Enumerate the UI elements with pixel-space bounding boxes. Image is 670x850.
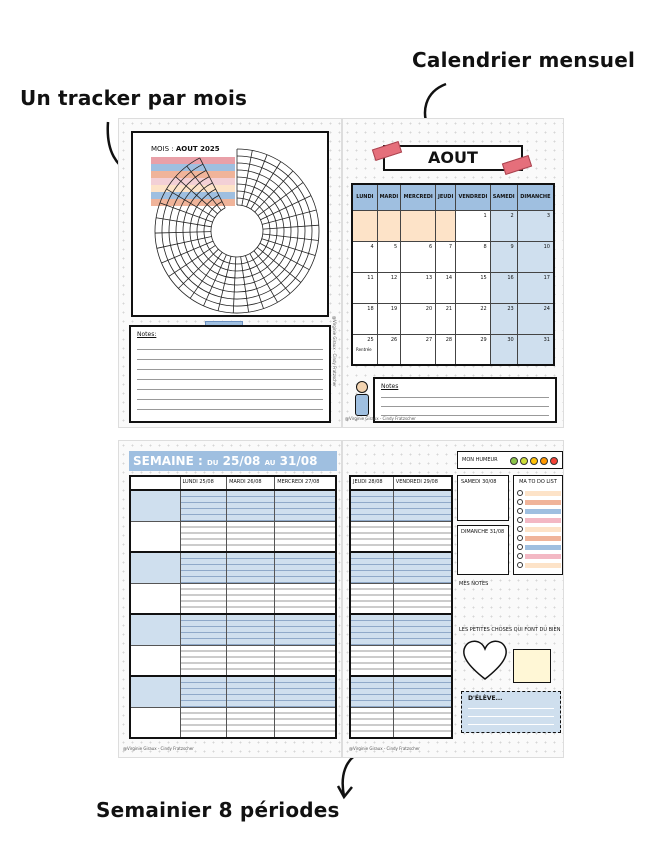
day-header: DIMANCHE: [517, 184, 554, 210]
checkbox-icon[interactable]: [517, 508, 523, 514]
period-cell[interactable]: [130, 614, 180, 645]
my-notes-label: MES NOTES: [459, 581, 489, 587]
day-number: 6: [428, 243, 433, 250]
sunday-label: DIMANCHE 31/08: [461, 529, 505, 535]
day-header: VENDREDI: [456, 184, 491, 210]
todo-line: [525, 545, 561, 550]
calendar-cell[interactable]: [436, 241, 456, 272]
period-cell[interactable]: [227, 645, 275, 676]
day-number: 26: [390, 336, 398, 343]
checkbox-icon[interactable]: [517, 544, 523, 550]
calendar-cell[interactable]: [456, 241, 491, 272]
period-cell[interactable]: [393, 707, 452, 738]
period-cell[interactable]: [393, 583, 452, 614]
calendar-cell[interactable]: [352, 303, 377, 334]
period-cell[interactable]: [180, 614, 227, 645]
period-cell[interactable]: [275, 645, 336, 676]
period-cell[interactable]: [130, 676, 180, 707]
day-column-header: MERCREDI 27/08: [275, 476, 336, 490]
period-cell[interactable]: [180, 645, 227, 676]
calendar-cell[interactable]: [517, 241, 554, 272]
calendar-cell[interactable]: [436, 210, 456, 241]
student-label: D'ÉLÈVE...: [468, 695, 503, 702]
todo-line: [525, 491, 561, 496]
calendar-cell[interactable]: [377, 210, 401, 241]
period-cell[interactable]: [130, 583, 180, 614]
period-cell[interactable]: [275, 521, 336, 552]
tracker-spoke: [218, 256, 231, 310]
period-cell[interactable]: [393, 521, 452, 552]
week-left-grid: [129, 475, 337, 739]
tracker-spoke: [178, 249, 218, 288]
mood-faces: [510, 457, 558, 465]
credit: @Virginie Giraux - Cindy Fratzscher: [123, 746, 194, 751]
smiley-icon[interactable]: [510, 457, 518, 465]
calendar-title: AOUT: [383, 145, 523, 171]
period-cell[interactable]: [275, 552, 336, 583]
notes-box: [129, 325, 331, 423]
day-number: 22: [480, 305, 487, 312]
period-cell[interactable]: [350, 583, 393, 614]
period-cell[interactable]: [180, 676, 227, 707]
period-cell[interactable]: [350, 645, 393, 676]
tracker-ring: [211, 205, 263, 257]
day-number: 19: [390, 305, 398, 312]
checkbox-icon[interactable]: [517, 499, 523, 505]
character-icon: [355, 381, 369, 415]
checkbox-icon[interactable]: [517, 517, 523, 523]
habit-tracker-wheel: [133, 133, 331, 319]
tracker-spoke: [157, 236, 212, 248]
calendar-cell[interactable]: [352, 210, 377, 241]
calendar-cell[interactable]: [456, 334, 491, 365]
calendar-cell[interactable]: [377, 334, 401, 365]
day-number: 18: [367, 305, 374, 312]
calendar-cell[interactable]: [456, 303, 491, 334]
calendar-cell[interactable]: [401, 303, 436, 334]
calendar-cell[interactable]: [517, 334, 554, 365]
day-column-header: MARDI 26/08: [227, 476, 275, 490]
calendar-cell[interactable]: [401, 334, 436, 365]
week-title: SEMAINE :: [133, 454, 203, 468]
credit: @Virginie Giraux - Cindy Fratzscher: [349, 746, 420, 751]
week-header: [129, 451, 337, 471]
calendar-cell[interactable]: [377, 241, 401, 272]
day-number: 2: [510, 212, 514, 219]
calendar-cell[interactable]: [490, 272, 517, 303]
day-number: 1: [483, 212, 487, 219]
period-cell[interactable]: [275, 676, 336, 707]
tracker-spoke: [176, 177, 218, 214]
period-cell[interactable]: [275, 614, 336, 645]
period-cell[interactable]: [350, 707, 393, 738]
month-value: AOUT 2025: [175, 145, 220, 153]
day-number: 7: [448, 243, 453, 250]
period-cell[interactable]: [227, 521, 275, 552]
period-cell[interactable]: [393, 552, 452, 583]
day-number: 25: [367, 336, 374, 343]
notes-label: Notes:: [137, 331, 157, 338]
day-number: 24: [543, 305, 550, 312]
period-cell[interactable]: [180, 707, 227, 738]
day-number: 29: [480, 336, 487, 343]
todo-line: [525, 536, 561, 541]
mood-box: [457, 451, 563, 469]
calendar-cell[interactable]: [401, 210, 436, 241]
checkbox-icon[interactable]: [517, 535, 523, 541]
period-cell[interactable]: [275, 490, 336, 521]
calendar-cell[interactable]: [436, 303, 456, 334]
calendar-cell[interactable]: [490, 334, 517, 365]
todo-item[interactable]: [517, 508, 561, 514]
saturday-box: [457, 475, 509, 521]
period-cell[interactable]: [350, 521, 393, 552]
day-header: MERCREDI: [401, 184, 436, 210]
smiley-icon[interactable]: [530, 457, 538, 465]
smiley-icon[interactable]: [550, 457, 558, 465]
period-cell[interactable]: [130, 490, 180, 521]
todo-item[interactable]: [517, 517, 561, 523]
credit: @Virginie Giraux - Cindy Fratzscher: [345, 416, 416, 421]
calendar-cell[interactable]: [490, 210, 517, 241]
calendar-notes-label: Notes: [381, 383, 399, 390]
day-number: 4: [370, 243, 374, 250]
checkbox-icon[interactable]: [517, 553, 523, 559]
calendar-cell[interactable]: [456, 210, 491, 241]
tracker-box: [131, 131, 329, 317]
period-cell[interactable]: [393, 645, 452, 676]
weekly-callout: Semainier 8 périodes: [96, 798, 340, 822]
todo-line: [525, 554, 561, 559]
day-header: MARDI: [377, 184, 401, 210]
day-column-header: LUNDI 25/08: [180, 476, 227, 490]
smiley-icon[interactable]: [520, 457, 528, 465]
period-cell[interactable]: [393, 614, 452, 645]
day-number: 11: [367, 274, 374, 281]
period-cell[interactable]: [227, 614, 275, 645]
sticky-note: [513, 649, 551, 683]
day-number: 21: [445, 305, 453, 312]
todo-item[interactable]: [517, 544, 561, 550]
day-column-header: JEUDI 28/08: [350, 476, 393, 490]
calendar-callout: Calendrier mensuel: [412, 48, 636, 72]
day-number: 13: [425, 274, 433, 281]
calendar-cell[interactable]: [377, 272, 401, 303]
credit: @Virginie Giraux - Cindy Fratzscher: [332, 316, 337, 387]
period-cell[interactable]: [130, 552, 180, 583]
period-cell[interactable]: [227, 583, 275, 614]
tracker-spoke: [255, 171, 293, 212]
calendar-cell[interactable]: [436, 272, 456, 303]
corner-cell: [130, 476, 180, 490]
tracker-page: [118, 118, 342, 428]
period-cell[interactable]: [130, 521, 180, 552]
todo-line: [525, 509, 561, 514]
day-number: 10: [543, 243, 550, 250]
period-cell[interactable]: [393, 676, 452, 707]
period-cell[interactable]: [180, 583, 227, 614]
day-number: 31: [543, 336, 550, 343]
period-cell[interactable]: [350, 676, 393, 707]
calendar-cell[interactable]: [401, 241, 436, 272]
period-cell[interactable]: [130, 645, 180, 676]
calendar-cell[interactable]: [352, 272, 377, 303]
day-number: 23: [507, 305, 514, 312]
day-header: SAMEDI: [490, 184, 517, 210]
week-end: 31/08: [279, 454, 318, 468]
week-right-page: [342, 440, 564, 758]
period-cell[interactable]: [227, 676, 275, 707]
smiley-icon[interactable]: [540, 457, 548, 465]
day-number: 20: [425, 305, 433, 312]
period-cell[interactable]: [393, 490, 452, 521]
todo-item[interactable]: [517, 562, 561, 568]
period-cell[interactable]: [180, 552, 227, 583]
day-number: 5: [394, 243, 398, 250]
todo-line: [525, 563, 561, 568]
day-number: 3: [546, 212, 550, 219]
calendar-cell[interactable]: [517, 210, 554, 241]
day-number: 27: [425, 336, 433, 343]
day-number: 28: [445, 336, 453, 343]
todo-item[interactable]: [517, 535, 561, 541]
period-cell[interactable]: [350, 614, 393, 645]
calendar-cell[interactable]: [517, 272, 554, 303]
week-au: AU: [264, 459, 276, 467]
heart-icon: [461, 637, 509, 681]
tracker-spoke: [200, 158, 225, 208]
tracker-spoke: [160, 203, 213, 222]
period-cell[interactable]: [180, 490, 227, 521]
period-cell[interactable]: [130, 707, 180, 738]
day-header: LUNDI: [352, 184, 377, 210]
day-number: 12: [390, 274, 398, 281]
checkbox-icon[interactable]: [517, 490, 523, 496]
period-cell[interactable]: [275, 583, 336, 614]
month-label: MOIS :: [151, 145, 174, 153]
todo-box: [513, 475, 563, 575]
saturday-label: SAMEDI 30/08: [461, 479, 497, 485]
todo-line: [525, 518, 561, 523]
day-header: JEUDI: [436, 184, 456, 210]
week-right-grid: [349, 475, 453, 739]
event-label: Rentrée: [356, 346, 372, 352]
todo-label: MA TO DO LIST: [519, 479, 557, 485]
period-cell[interactable]: [350, 490, 393, 521]
calendar-cell[interactable]: [517, 303, 554, 334]
day-number: 15: [480, 274, 487, 281]
sunday-box: [457, 525, 509, 575]
calendar-cell[interactable]: [456, 272, 491, 303]
tracker-spoke: [262, 210, 316, 224]
todo-item[interactable]: [517, 490, 561, 496]
day-number: 16: [507, 274, 514, 281]
day-number: 8: [483, 243, 487, 250]
calendar-cell[interactable]: [490, 303, 517, 334]
checkbox-icon[interactable]: [517, 562, 523, 568]
tracker-spoke: [156, 218, 211, 227]
period-cell[interactable]: [350, 552, 393, 583]
good-things-label: LES PETITES CHOSES QUI FONT DU BIEN: [459, 627, 561, 633]
period-cell[interactable]: [227, 490, 275, 521]
day-number: 9: [510, 243, 514, 250]
calendar-grid: [351, 183, 555, 366]
calendar-cell[interactable]: [352, 241, 377, 272]
calendar-cell[interactable]: [436, 334, 456, 365]
week-du: DU: [206, 459, 219, 467]
week-left-page: [118, 440, 342, 758]
todo-item[interactable]: [517, 526, 561, 532]
calendar-cell[interactable]: [401, 272, 436, 303]
calendar-cell[interactable]: [490, 241, 517, 272]
week-start: 25/08: [222, 454, 261, 468]
calendar-cell[interactable]: [377, 303, 401, 334]
tracker-spoke: [262, 239, 315, 256]
student-box: [461, 691, 561, 733]
calendar-page: [342, 118, 564, 428]
checkbox-icon[interactable]: [517, 526, 523, 532]
tracker-callout: Un tracker par mois: [20, 86, 248, 110]
todo-line: [525, 500, 561, 505]
day-number: 30: [507, 336, 514, 343]
day-number: 14: [445, 274, 453, 281]
todo-item[interactable]: [517, 499, 561, 505]
period-cell[interactable]: [180, 521, 227, 552]
day-column-header: VENDREDI 29/08: [393, 476, 452, 490]
mood-label: MON HUMEUR: [462, 457, 498, 463]
todo-line: [525, 527, 561, 532]
period-cell[interactable]: [227, 707, 275, 738]
day-number: 17: [543, 274, 550, 281]
calendar-cell[interactable]: [352, 334, 377, 365]
period-cell[interactable]: [275, 707, 336, 738]
todo-item[interactable]: [517, 553, 561, 559]
period-cell[interactable]: [227, 552, 275, 583]
